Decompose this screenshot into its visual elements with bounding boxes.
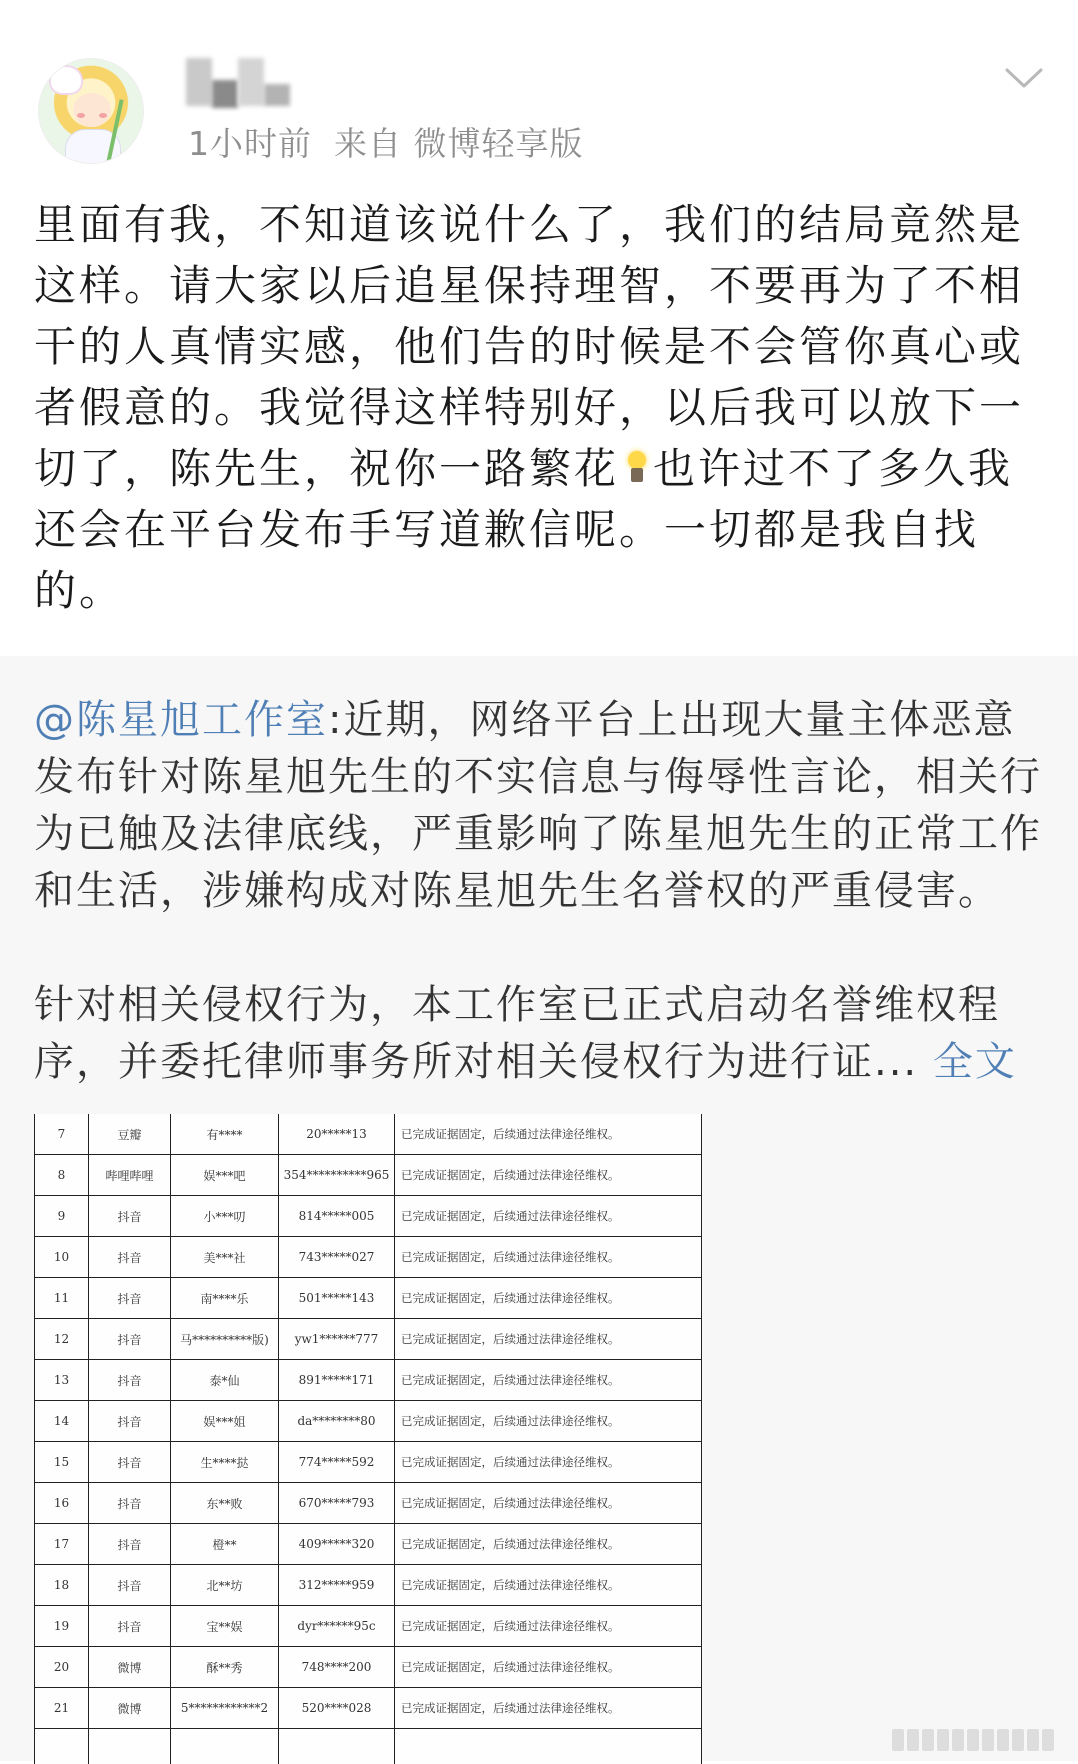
watermark-mark <box>1042 1729 1054 1751</box>
cell-no: 17 <box>35 1524 89 1565</box>
post-content <box>34 194 1044 621</box>
avatar-blush-right <box>99 113 107 118</box>
watermark-mark <box>997 1729 1009 1751</box>
cell-status: 已完成证据固定，后续通过法律途径维权。 <box>395 1114 702 1155</box>
weibo-post <box>0 0 1078 656</box>
table-row <box>35 1155 702 1196</box>
cell-status: 已完成证据固定，后续通过法律途径维权。 <box>395 1196 702 1237</box>
cell-nickname: 南****乐 <box>171 1278 279 1319</box>
cell-platform: 抖音 <box>89 1401 171 1442</box>
cell-account: da********80 <box>279 1401 395 1442</box>
cell-nickname: 马**********版) <box>171 1319 279 1360</box>
cell-no: 21 <box>35 1688 89 1729</box>
repost-paragraph-1 <box>34 692 1048 920</box>
table-row <box>35 1442 702 1483</box>
cell-nickname: 娱***姐 <box>171 1401 279 1442</box>
cell-status: 已完成证据固定，后续通过法律途径维权。 <box>395 1237 702 1278</box>
table-row <box>35 1729 702 1764</box>
cell-platform: 抖音 <box>89 1237 171 1278</box>
table-row <box>35 1237 702 1278</box>
cell-nickname: 酥**秀 <box>171 1647 279 1688</box>
cell-no: 8 <box>35 1155 89 1196</box>
watermark-mark <box>952 1729 964 1751</box>
cell-status: 已完成证据固定，后续通过法律途径维权。 <box>395 1483 702 1524</box>
cell-nickname: 生****挞 <box>171 1442 279 1483</box>
cell-nickname: 东**败 <box>171 1483 279 1524</box>
cell-no: 16 <box>35 1483 89 1524</box>
cell-platform: 微博 <box>89 1647 171 1688</box>
cell-platform: 哔哩哔哩 <box>89 1155 171 1196</box>
cell-status: 已完成证据固定，后续通过法律途径维权。 <box>395 1401 702 1442</box>
cell-account: 312*****959 <box>279 1565 395 1606</box>
cell-no: 18 <box>35 1565 89 1606</box>
post-text-part2: 也许过不了多久我还会在平台发布手写道歉信呢。一切都是我自找的。 <box>34 444 1013 615</box>
cell-nickname: 有**** <box>171 1114 279 1155</box>
cell-platform: 抖音 <box>89 1278 171 1319</box>
cell-nickname: 娱***吧 <box>171 1155 279 1196</box>
lightbulb-doll-emoji-icon <box>619 445 653 489</box>
cell-no: 20 <box>35 1647 89 1688</box>
watermark <box>892 1726 1070 1754</box>
mosaic-block <box>186 58 212 106</box>
cell-platform: 抖音 <box>89 1196 171 1237</box>
cell-status: 已完成证据固定，后续通过法律途径维权。 <box>395 1278 702 1319</box>
watermark-mark <box>922 1729 934 1751</box>
repost-text-1: :近期，网络平台上出现大量主体恶意发布针对陈星旭先生的不实信息与侮辱性言论，相关行为已触及法律底线，严重影响了陈星旭先生的正常工作和生活，涉嫌构成对陈星旭先生名誉权的严重侵害。 <box>34 697 1042 914</box>
cell-no: 7 <box>35 1114 89 1155</box>
cell-platform: 微博 <box>89 1688 171 1729</box>
post-time: 1小时前 <box>188 124 312 163</box>
mosaic-block <box>264 84 290 106</box>
cell-platform: 抖音 <box>89 1565 171 1606</box>
cell-account: 670*****793 <box>279 1483 395 1524</box>
cell-platform: 抖音 <box>89 1524 171 1565</box>
cell-account: 501*****143 <box>279 1278 395 1319</box>
cell-status: 已完成证据固定，后续通过法律途径维权。 <box>395 1360 702 1401</box>
cell-account: 354**********965 <box>279 1155 395 1196</box>
cell-account: dyr******95c <box>279 1606 395 1647</box>
table-row <box>35 1647 702 1688</box>
cell-platform: 抖音 <box>89 1483 171 1524</box>
cell-status <box>395 1729 702 1764</box>
table-row <box>35 1319 702 1360</box>
cell-nickname <box>171 1729 279 1764</box>
table-row <box>35 1401 702 1442</box>
cell-nickname: 橙** <box>171 1524 279 1565</box>
cell-account: 409*****320 <box>279 1524 395 1565</box>
table-row <box>35 1565 702 1606</box>
cell-no: 13 <box>35 1360 89 1401</box>
post-text-part1: 里面有我，不知道该说什么了，我们的结局竟然是这样。请大家以后追星保持理智，不要再为了不相干的人真情实感，他们告的时候是不会管你真心或者假意的。我觉得这样特别好，以后我可以放下一切了，陈先生，祝你一路繁花 <box>34 200 1024 493</box>
watermark-mark <box>1027 1729 1039 1751</box>
cell-status: 已完成证据固定，后续通过法律途径维权。 <box>395 1606 702 1647</box>
cell-no: 14 <box>35 1401 89 1442</box>
cell-nickname: 小***叨 <box>171 1196 279 1237</box>
repost-text <box>34 692 1048 1091</box>
avatar[interactable] <box>38 58 144 164</box>
cell-status: 已完成证据固定，后续通过法律途径维权。 <box>395 1565 702 1606</box>
attached-document-image[interactable] <box>34 1114 702 1764</box>
cell-account <box>279 1729 395 1764</box>
watermark-mark <box>967 1729 979 1751</box>
table-row <box>35 1278 702 1319</box>
flower-decoration <box>51 67 81 93</box>
cell-account: 891*****171 <box>279 1360 395 1401</box>
mosaic-block <box>238 58 264 106</box>
cell-nickname: 泰*仙 <box>171 1360 279 1401</box>
cell-status: 已完成证据固定，后续通过法律途径维权。 <box>395 1319 702 1360</box>
cell-account: 20*****13 <box>279 1114 395 1155</box>
table-row <box>35 1524 702 1565</box>
watermark-mark <box>937 1729 949 1751</box>
cell-platform: 豆瓣 <box>89 1114 171 1155</box>
cell-platform: 抖音 <box>89 1360 171 1401</box>
cell-no: 15 <box>35 1442 89 1483</box>
cell-platform: 抖音 <box>89 1319 171 1360</box>
cell-status: 已完成证据固定，后续通过法律途径维权。 <box>395 1442 702 1483</box>
cell-account: 748****200 <box>279 1647 395 1688</box>
table-row <box>35 1196 702 1237</box>
table-row <box>35 1483 702 1524</box>
cell-nickname: 宝**娱 <box>171 1606 279 1647</box>
repost-paragraph-2 <box>34 977 1048 1091</box>
cell-status: 已完成证据固定，后续通过法律途径维权。 <box>395 1647 702 1688</box>
cell-nickname: 5************2 <box>171 1688 279 1729</box>
table-row <box>35 1606 702 1647</box>
cell-account: yw1******777 <box>279 1319 395 1360</box>
cell-platform: 抖音 <box>89 1442 171 1483</box>
cell-no: 9 <box>35 1196 89 1237</box>
cell-status: 已完成证据固定，后续通过法律途径维权。 <box>395 1155 702 1196</box>
cell-account: 814*****005 <box>279 1196 395 1237</box>
repost-card[interactable] <box>0 656 1078 1761</box>
cell-no <box>35 1729 89 1764</box>
cell-platform <box>89 1729 171 1764</box>
table-row <box>35 1114 702 1155</box>
cell-account: 520****028 <box>279 1688 395 1729</box>
watermark-mark <box>982 1729 994 1751</box>
watermark-mark <box>1012 1729 1024 1751</box>
avatar-face <box>73 93 111 127</box>
cell-no: 12 <box>35 1319 89 1360</box>
table-row <box>35 1360 702 1401</box>
post-source[interactable]: 来自 微博轻享版 <box>334 124 584 163</box>
cell-nickname: 美***社 <box>171 1237 279 1278</box>
cell-account: 774*****592 <box>279 1442 395 1483</box>
cell-nickname: 北**坊 <box>171 1565 279 1606</box>
chevron-down-icon[interactable] <box>1004 62 1044 92</box>
cell-account: 743*****027 <box>279 1237 395 1278</box>
avatar-blush-left <box>77 113 85 118</box>
full-text-link[interactable]: 全文 <box>933 1039 1017 1085</box>
cell-no: 11 <box>35 1278 89 1319</box>
cell-no: 10 <box>35 1237 89 1278</box>
mention-link[interactable]: @陈星旭工作室 <box>34 697 328 743</box>
cell-platform: 抖音 <box>89 1606 171 1647</box>
mosaic-block <box>212 80 238 108</box>
repost-text-2: 针对相关侵权行为，本工作室已正式启动名誉维权程序，并委托律师事务所对相关侵权行为进行证... <box>34 982 1000 1085</box>
cell-no: 19 <box>35 1606 89 1647</box>
username-mosaic[interactable] <box>186 58 296 110</box>
cell-status: 已完成证据固定，后续通过法律途径维权。 <box>395 1688 702 1729</box>
infringement-table <box>34 1114 702 1764</box>
table-row <box>35 1688 702 1729</box>
watermark-mark <box>892 1729 904 1751</box>
watermark-mark <box>907 1729 919 1751</box>
post-meta <box>188 118 584 165</box>
cell-status: 已完成证据固定，后续通过法律途径维权。 <box>395 1524 702 1565</box>
